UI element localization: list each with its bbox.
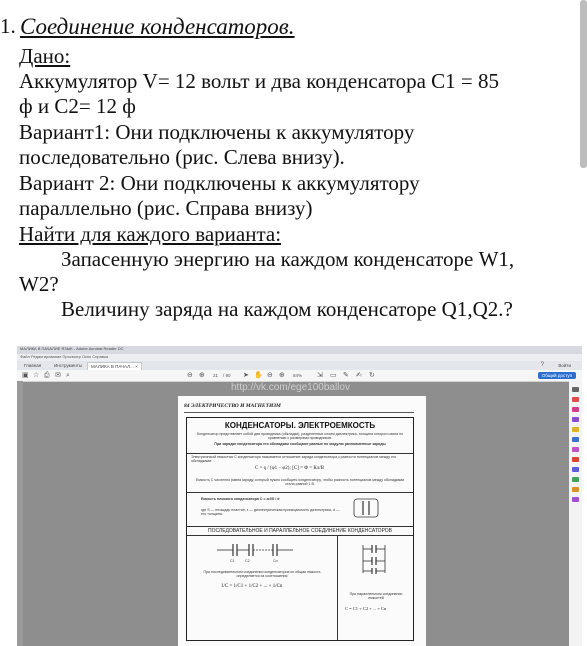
search-icon[interactable]: ⌕ [66, 372, 70, 379]
variant1-line-1: Вариант1: Они подключены к аккумулятору [19, 120, 415, 144]
divider-4 [187, 535, 413, 536]
given-line-1: Аккумулятор V= 12 вольт и два конденсатора C1 = 85 [19, 69, 500, 93]
divider-3 [187, 526, 413, 527]
protect-icon[interactable] [572, 467, 579, 472]
print-icon[interactable]: ⎙ [44, 372, 50, 379]
window-title: МАЛИКА В ПАЧАЛИЕ ЯЗЫК - Adobe Acrobat Reader DC [17, 346, 582, 354]
watermark-url: http://vk.com/ege100ballov [231, 382, 350, 393]
series-caption: При последовательном соединении конденсаторов их общая емкость определяется из соотношения [203, 570, 321, 579]
combine-icon[interactable] [572, 437, 579, 442]
create-pdf-icon[interactable] [572, 407, 579, 412]
section-title: ПОСЛЕДОВАТЕЛЬНОЕ И ПАРАЛЛЕЛЬНОЕ СОЕДИНЕНИЕ КОНДЕНСАТОРОВ [207, 528, 393, 534]
zoom-out-icon[interactable]: ⊖ [267, 372, 273, 379]
parallel-caption: При параллельном соединении емкостей [349, 592, 403, 601]
box-text-4: Емкость С численно равна заряду, который нужно сообщить конденсатору, чтобы разность потенциалов между обкладками стала равной 1 В. [195, 478, 405, 487]
given-label: Дано: [19, 44, 71, 68]
prev-page-icon[interactable]: ⊖ [187, 372, 193, 379]
problem-number: 1. [0, 14, 16, 38]
tab-tools[interactable]: Инструменты [54, 363, 83, 368]
header-rule [184, 412, 414, 413]
find-label: Найти для каждого варианта: [19, 222, 282, 246]
plate-capacitor-icon [351, 496, 381, 520]
export-pdf-icon[interactable] [572, 397, 579, 402]
mail-icon[interactable]: ✉ [55, 372, 61, 379]
edit-pdf-icon[interactable] [572, 417, 579, 422]
help-icon[interactable]: ? [540, 362, 544, 368]
parallel-formula: C = C1 + C2 + ... + Cn [345, 606, 387, 611]
cursor-icon[interactable]: ➤ [243, 372, 249, 379]
tab-bar [17, 361, 582, 370]
bookmark-icon[interactable]: ☆ [33, 372, 40, 379]
label-c2: C2 [245, 559, 250, 563]
variant1-line-2: последовательно (рис. Слева внизу). [19, 145, 345, 169]
page-total: / 90 [223, 373, 231, 378]
comment-tool-icon[interactable] [572, 427, 579, 432]
box-text-3: Электрической емкостью С конденсатора называется отношение заряда конденсатора к разности потенциалов между его обкладками: [191, 455, 397, 464]
organize-icon[interactable] [572, 447, 579, 452]
rotate-icon[interactable]: ↻ [369, 372, 375, 379]
fill-sign-icon[interactable] [572, 477, 579, 482]
box-text-2: При зарядке конденсатора его обкладкам сообщают равные по модулю разноименные заряды [214, 442, 386, 446]
redact-icon[interactable] [572, 457, 579, 462]
page-number[interactable]: 21 [213, 373, 219, 378]
sign-icon[interactable]: ✍ [356, 372, 362, 379]
divider-1 [187, 453, 413, 454]
zoom-in-icon[interactable]: ⊕ [279, 372, 285, 379]
send-icon[interactable] [572, 487, 579, 492]
search-tool-icon[interactable] [572, 387, 579, 392]
topic-box [186, 417, 414, 641]
fit-page-icon[interactable]: ⇲ [317, 372, 323, 379]
series-formula: 1/C = 1/C1 + 1/C2 + ... + 1/Cn [221, 584, 283, 589]
box-title: КОНДЕНСАТОРЫ. ЭЛЕКТРОЕМКОСТЬ [224, 421, 376, 430]
tab-home[interactable]: Главная [24, 363, 42, 368]
pdf-page [178, 396, 426, 646]
next-page-icon[interactable]: ⊕ [199, 372, 205, 379]
right-tools-panel [569, 381, 582, 646]
capacitance-formula: C = q / (φ1 − φ2); [C] = Ф = Кл/В [255, 466, 324, 471]
toolbar [17, 370, 582, 382]
scrollbar-thumb[interactable] [580, 0, 587, 168]
left-panel-handle[interactable] [17, 381, 23, 646]
label-cn: Cn [273, 559, 278, 563]
series-circuit-diagram [217, 542, 307, 558]
find-energy-line-1: Запасенную энергию на каждом конденсаторе W1, [61, 247, 515, 271]
variant2-line-1: Вариант 2: Они подключены к аккумулятору [19, 171, 420, 195]
hand-icon[interactable]: ✋ [254, 372, 263, 379]
given-line-2: ф и C2= 12 ф [19, 94, 136, 118]
page-header: 84 ЭЛЕКТРИЧЕСТВО И МАГНЕТИЗМ [184, 403, 281, 409]
plate-capacitance: Емкость плоского конденсатора C = εε0S / d [201, 497, 280, 501]
box-text-1: Конденсатор представляет собой два проводника (обкладки), разделенных слоем диэлектрика, толщина которого мала по сравнению с размерами проводников. [196, 432, 404, 441]
embedded-pdf-screenshot [17, 346, 582, 646]
divider-2 [187, 492, 413, 493]
box-text-6: где S — площадь пластин, ε — диэлектрическая проницаемость диэлектрика, d — его толщина. [201, 508, 340, 517]
variant2-line-2: параллельно (рис. Справа внизу) [19, 196, 313, 220]
share-button[interactable]: Общий доступ [538, 372, 576, 379]
login-link[interactable]: Войти [558, 363, 571, 368]
tab-document[interactable]: МАЛИКА В ПАЧАЛ... × [87, 362, 142, 370]
find-energy-line-2: W2? [19, 272, 59, 296]
pen-icon[interactable]: ✎ [343, 372, 349, 379]
menu-bar: Файл Редактирование Просмотр Окно Справка [17, 354, 582, 361]
comment-icon[interactable]: ▭ [330, 372, 337, 379]
label-c1: C1 [230, 559, 235, 563]
more-tools-icon[interactable] [572, 497, 579, 502]
parallel-circuit-diagram [359, 541, 389, 577]
zoom-level[interactable]: 84% [293, 373, 303, 378]
find-charge-line: Величину заряда на каждом конденсаторе Q1,Q2.? [61, 297, 513, 321]
save-icon[interactable]: ▣ [22, 372, 29, 379]
problem-title: Соединение конденсаторов. [20, 14, 295, 39]
section-split [337, 535, 338, 640]
